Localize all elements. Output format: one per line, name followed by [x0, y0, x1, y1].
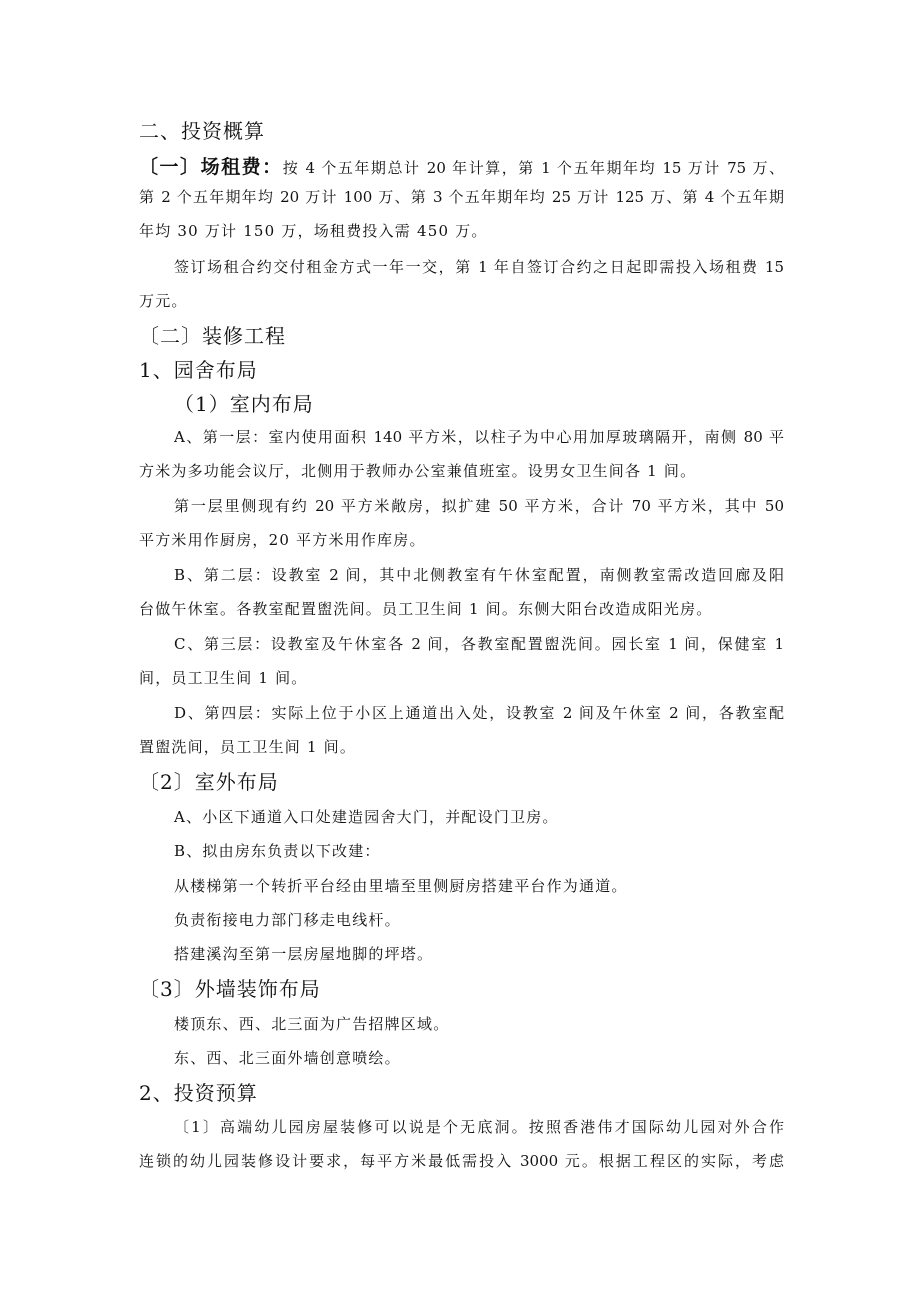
- floor-4-line-1: D、第四层：实际上位于小区上通道出入处，设教室 2 间及午休室 2 间，各教室配: [174, 704, 784, 722]
- rent-paragraph-line-2: 第 2 个五年期年均 20 万计 100 万、第 3 个五年期年均 25 万计 125 万、第 4 个五年期: [139, 188, 784, 206]
- floor-2-line-2: 台做午休室。各教室配置盥洗间。员工卫生间 1 间。东侧大阳台改造成阳光房。: [139, 600, 713, 618]
- outdoor-subitem-3: 搭建溪沟至第一层房屋地脚的坪塔。: [174, 945, 434, 963]
- floor-4-line-2: 置盥洗间，员工卫生间 1 间。: [139, 738, 357, 756]
- outdoor-item-a: A、小区下通道入口处建造园舍大门，并配设门卫房。: [174, 808, 559, 826]
- floor-3-line-1: C、第三层：设教室及午休室各 2 间，各教室配置盥洗间。园长室 1 间，保健室 1: [174, 635, 784, 653]
- floor-3-line-2: 间，员工卫生间 1 间。: [139, 669, 308, 687]
- floor-2-line-1: B、第二层：设教室 2 间，其中北侧教室有午休室配置，南侧教室需改造回廊及阳: [174, 566, 784, 584]
- investment-budget-heading: 2、投资预算: [139, 1081, 258, 1105]
- exterior-wall-line-2: 东、西、北三面外墙创意喷绘。: [174, 1049, 401, 1067]
- rent-heading: 〔一〕场租费：: [139, 156, 283, 178]
- rent-payment-line-2: 万元。: [139, 292, 188, 310]
- outdoor-subitem-1: 从楼梯第一个转折平台经由里墙至里侧厨房搭建平台作为通道。: [174, 877, 628, 895]
- indoor-layout-heading: （1）室内布局: [174, 392, 314, 416]
- renovation-heading: 〔二〕装修工程: [139, 324, 286, 348]
- outdoor-subitem-2: 负责衔接电力部门移走电线杆。: [174, 911, 401, 929]
- campus-layout-heading: 1、园舍布局: [139, 358, 258, 382]
- floor-1-annex-line-2: 平方米用作厨房，20 平方米用作库房。: [139, 531, 426, 549]
- exterior-wall-heading: 〔3〕外墙装饰布局: [139, 977, 321, 1001]
- exterior-wall-line-1: 楼顶东、西、北三面为广告招牌区域。: [174, 1015, 450, 1033]
- rent-paragraph-line-1: [139, 152, 784, 179]
- rent-payment-line-1: 签订场租合约交付租金方式一年一交，第 1 年自签订合约之日起即需投入场租费 15: [174, 258, 784, 276]
- floor-1-line-1: A、第一层：室内使用面积 140 平方米，以柱子为中心用加厚玻璃隔开，南侧 80 平: [174, 428, 784, 446]
- rent-paragraph-line-3: 年均 30 万计 150 万，场租费投入需 450 万。: [139, 222, 488, 240]
- floor-1-annex-line-1: 第一层里侧现有约 20 平方米敞房，拟扩建 50 平方米，合计 70 平方米，其中 50: [174, 497, 784, 515]
- budget-line-1: 〔1〕高端幼儿园房屋装修可以说是个无底洞。按照香港伟才国际幼儿园对外合作: [174, 1118, 784, 1136]
- outdoor-item-b: B、拟由房东负责以下改建：: [174, 842, 381, 860]
- rent-text-1: 按 4 个五年期总计 20 年计算，第 1 个五年期年均 15 万计 75 万、: [282, 159, 784, 177]
- floor-1-line-2: 方米为多功能会议厅，北侧用于教师办公室兼值班室。设男女卫生间各 1 间。: [139, 462, 697, 480]
- outdoor-layout-heading: 〔2〕室外布局: [139, 770, 279, 794]
- budget-line-2: 连锁的幼儿园装修设计要求，每平方米最低需投入 3000 元。根据工程区的实际，考虑: [139, 1152, 784, 1170]
- section-heading-investment-estimate: 二、投资概算: [139, 119, 265, 143]
